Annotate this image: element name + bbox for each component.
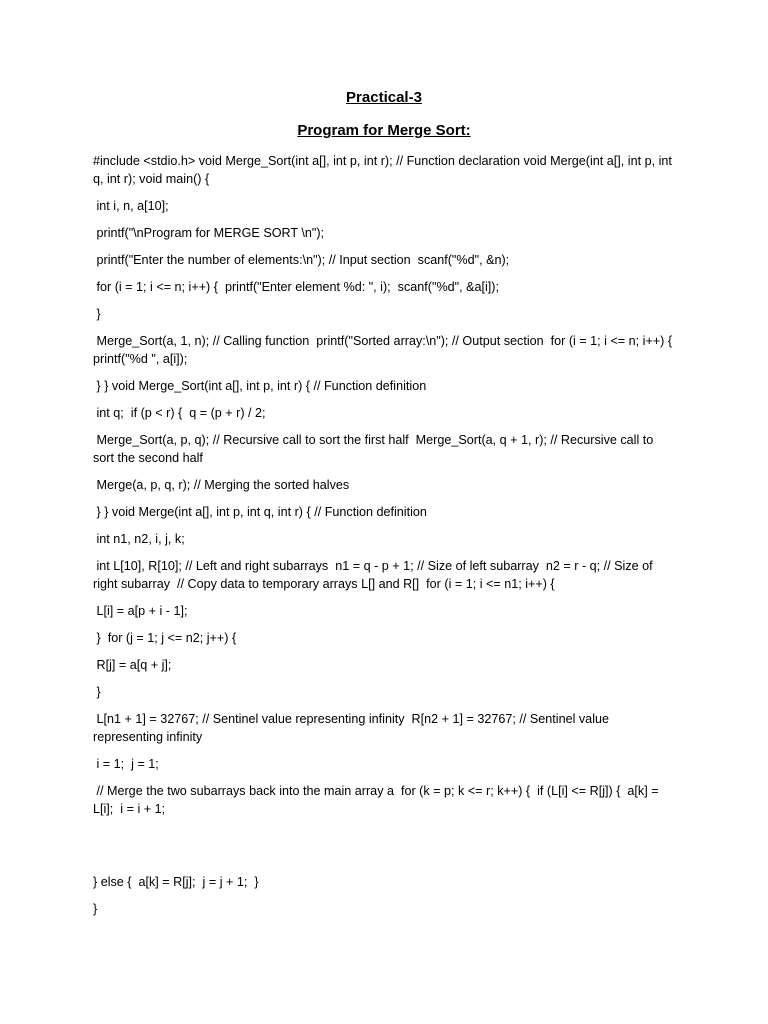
code-line: } xyxy=(93,902,98,916)
code-line: R[j] = a[q + j]; xyxy=(93,658,172,672)
blank-space xyxy=(93,827,675,873)
code-listing xyxy=(93,152,680,927)
code-line: i = 1; j = 1; xyxy=(93,757,159,771)
code-line: Merge(a, p, q, r); // Merging the sorted halves xyxy=(93,478,350,492)
code-line: L[i] = a[p + i - 1]; xyxy=(93,604,188,618)
page-subtitle: Program for Merge Sort: xyxy=(297,122,471,139)
code-line: } for (j = 1; j <= n2; j++) { xyxy=(93,631,237,645)
code-line: L[n1 + 1] = 32767; // Sentinel value representing infinity R[n2 + 1] = 32767; // Sentinel value representing infinity xyxy=(93,712,613,744)
code-line: printf("Enter the number of elements:\n"); // Input section scanf("%d", &n); xyxy=(93,253,510,267)
code-line: Merge_Sort(a, 1, n); // Calling function printf("Sorted array:\n"); // Output section for (i = 1; i <= n; i++) { printf("%d ", a[i]); xyxy=(93,334,680,366)
code-line: } } void Merge_Sort(int a[], int p, int r) { // Function definition xyxy=(93,379,427,393)
code-line: Merge_Sort(a, p, q); // Recursive call to sort the first half Merge_Sort(a, q + 1, r); // Recursive call to sort the second half xyxy=(93,433,657,465)
code-line: } xyxy=(93,307,101,321)
code-line: printf("\nProgram for MERGE SORT \n"); xyxy=(93,226,325,240)
code-line: // Merge the two subarrays back into the main array a for (k = p; k <= r; k++) { if (L[i] <= R[j]) { a[k] = L[i]; i = i + 1; xyxy=(93,784,663,816)
code-line: } xyxy=(93,685,101,699)
code-line: int q; if (p < r) { q = (p + r) / 2; xyxy=(93,406,266,420)
code-line: } else { a[k] = R[j]; j = j + 1; } xyxy=(93,875,259,889)
code-line: int i, n, a[10]; xyxy=(93,199,169,213)
code-line: } } void Merge(int a[], int p, int q, int r) { // Function definition xyxy=(93,505,427,519)
page-title: Practical-3 xyxy=(346,89,422,106)
code-line: int L[10], R[10]; // Left and right subarrays n1 = q - p + 1; // Size of left subarray n2 = r - q; // Size of right subarray // Copy data to temporary arrays L[] and R[] for (i = 1; i <= n1; i++) { xyxy=(93,559,657,591)
code-line: #include <stdio.h> void Merge_Sort(int a[], int p, int r); // Function declaration void Merge(int a[], int p, int q, int r); void main() { xyxy=(93,154,676,186)
code-line: for (i = 1; i <= n; i++) { printf("Enter element %d: ", i); scanf("%d", &a[i]); xyxy=(93,280,500,294)
code-line: int n1, n2, i, j, k; xyxy=(93,532,185,546)
